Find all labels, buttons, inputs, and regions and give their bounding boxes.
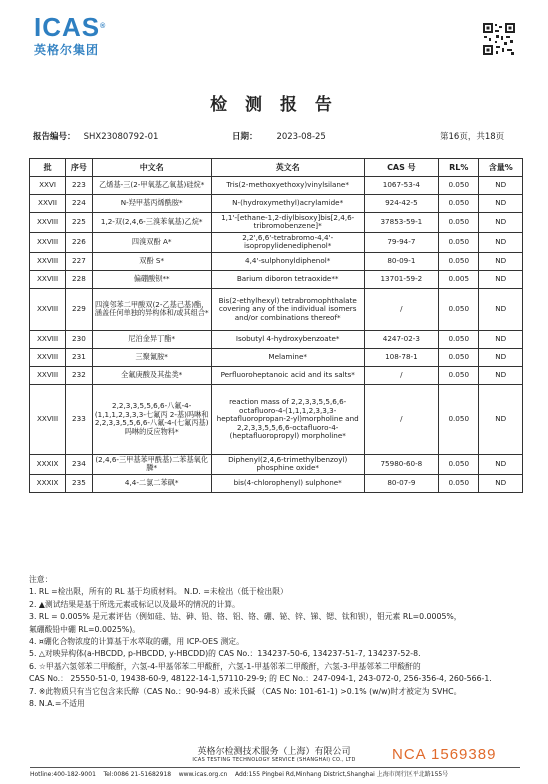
cell-cn: (2,4,6-三甲基苯甲酰基)二苯基氧化膦* [92, 454, 211, 474]
table-row [30, 177, 523, 195]
address: Add:155 Pingbei Rd,Minhang District,Shanghai 上海市闵行区平北路155号 [234, 771, 449, 778]
cell-cas: 924-42-5 [364, 195, 438, 213]
cell-content: ND [479, 270, 523, 288]
cell-batch: XXVIII [30, 330, 66, 348]
cell-batch: XXVII [30, 195, 66, 213]
cell-no: 232 [66, 366, 93, 384]
cell-en: Melamine* [211, 348, 364, 366]
cell-cn: 4,4-二氯二苯砜* [92, 474, 211, 492]
note-line: 2. ▲测试结果是基于所选元素或标记以及最坏的情况的计算。 [29, 599, 240, 609]
cell-batch: XXVI [30, 177, 66, 195]
cell-no: 226 [66, 232, 93, 252]
cell-rl: 0.050 [439, 348, 479, 366]
table-row [30, 252, 523, 270]
cell-en: Barium diboron tetraoxide** [211, 270, 364, 288]
note-line: 3. RL = 0.005% 是元素评估（例如硅、钴、砷、铅、铬、铝、铬、硼、铋、锌、锑、锶、钛和钡），钼元素 RL=0.0005%， [29, 612, 462, 622]
table-row [30, 288, 523, 330]
header-batch: 批 [30, 159, 66, 177]
cell-rl: 0.050 [439, 454, 479, 474]
header-no: 序号 [66, 159, 93, 177]
cell-cas: 108-78-1 [364, 348, 438, 366]
cell-rl: 0.050 [439, 177, 479, 195]
table-row [30, 232, 523, 252]
cell-cn: 尼泊金异丁酯* [92, 330, 211, 348]
cell-cas: 80-09-1 [364, 252, 438, 270]
cell-batch: XXXIX [30, 454, 66, 474]
report-title: 检 测 报 告 [210, 95, 338, 115]
cell-content: ND [479, 288, 523, 330]
cell-en: bis(4-chlorophenyl) sulphone* [211, 474, 364, 492]
table-header-row [30, 159, 523, 177]
cell-no: 234 [66, 454, 93, 474]
cell-rl: 0.050 [439, 195, 479, 213]
cell-en: 1,1'-[ethane-1,2-diylbisoxy]bis[2,4,6-tribromobenzene]* [211, 213, 364, 233]
cell-rl: 0.050 [439, 384, 479, 454]
cell-no: 228 [66, 270, 93, 288]
cell-cas: / [364, 384, 438, 454]
cell-cas: / [364, 366, 438, 384]
website-link[interactable]: www.icas.org.cn [178, 771, 228, 778]
cell-cn: 偏硼酸钡** [92, 270, 211, 288]
table-row [30, 270, 523, 288]
cell-en: 4,4'-sulphonyldiphenol* [211, 252, 364, 270]
note-line: 7. ※此物质只有当它包含来氏醇（CAS No.：90-94-8）或米氏碱 （CAS No: 101-61-1) >0.1% (w/w)时才被定为 SVHC。 [29, 686, 462, 696]
cell-rl: 0.050 [439, 232, 479, 252]
cell-cn: 乙烯基-三(2-甲氧基乙氧基)硅烷* [92, 177, 211, 195]
cell-content: ND [479, 213, 523, 233]
cell-rl: 0.050 [439, 288, 479, 330]
cell-batch: XXXIX [30, 474, 66, 492]
table-row [30, 474, 523, 492]
note-line: 注意： [29, 575, 53, 584]
cell-en: Bis(2-ethylhexyl) tetrabromophthalate covering any of the individual isomers and/or combinations thereof* [211, 288, 364, 330]
hotline: Hotline:400-182-9001 [30, 771, 96, 778]
cell-content: ND [479, 366, 523, 384]
cell-content: ND [479, 252, 523, 270]
cell-en: 2,2',6,6'-tetrabromo-4,4'-isopropylidenediphenol* [211, 232, 364, 252]
cell-batch: XXVIII [30, 384, 66, 454]
table-row [30, 366, 523, 384]
notes-section [29, 574, 529, 710]
cell-en: reaction mass of 2,2,3,3,5,5,6,6-octafluoro-4-(1,1,1,2,3,3,3-heptafluoropropan-2-yl)morpholine and 2,2,3,3,5,5,6,6-octafluoro-4-(heptafluoropropyl) morpholine* [211, 384, 364, 454]
table-row [30, 348, 523, 366]
cell-content: ND [479, 348, 523, 366]
cell-rl: 0.050 [439, 330, 479, 348]
cell-rl: 0.050 [439, 252, 479, 270]
cell-cn: 四溴双酚 A* [92, 232, 211, 252]
header-rl: RL% [439, 159, 479, 177]
cell-content: ND [479, 177, 523, 195]
cell-no: 235 [66, 474, 93, 492]
cell-cas: 1067-53-4 [364, 177, 438, 195]
note-line: 1. RL =检出限，所有的 RL 基于均质材料。 N.D. =未检出（低于检出限） [29, 587, 288, 597]
cell-cn: N-羟甲基丙烯酰胺* [92, 195, 211, 213]
cell-en: Tris(2-methoxyethoxy)vinylsilane* [211, 177, 364, 195]
cell-batch: XXVIII [30, 366, 66, 384]
cell-batch: XXVIII [30, 270, 66, 288]
note-line: 氟硼酸铅中硼 RL=0.0025%)。 [29, 624, 141, 634]
cell-batch: XXVIII [30, 232, 66, 252]
cell-cas: 4247-02-3 [364, 330, 438, 348]
note-line: CAS No.： 25550-51-0, 19438-60-9, 48122-14-1,57110-29-9; 的 EC No.：247-094-1, 243-072-0, 256-356-4, 260-566-1. [29, 674, 492, 684]
cell-content: ND [479, 474, 523, 492]
cell-content: ND [479, 232, 523, 252]
page-indicator: 第16页，共18页 [440, 132, 505, 142]
cell-no: 225 [66, 213, 93, 233]
cell-en: Diphenyl(2,4,6-trimethylbenzoyl) phosphine oxide* [211, 454, 364, 474]
cell-batch: XXVIII [30, 348, 66, 366]
cell-no: 229 [66, 288, 93, 330]
cell-no: 223 [66, 177, 93, 195]
cell-en: Perfluoroheptanoic acid and its salts* [211, 366, 364, 384]
header-cn-name: 中文名 [92, 159, 211, 177]
cell-cn: 三聚氰胺* [92, 348, 211, 366]
cell-cas: 79-94-7 [364, 232, 438, 252]
cell-no: 231 [66, 348, 93, 366]
header-content: 含量% [479, 159, 523, 177]
note-line: 8. N.A.=不适用 [29, 699, 85, 709]
table-row [30, 454, 523, 474]
company-logo [34, 14, 106, 58]
cell-cn: 全氟庚酸及其盐类* [92, 366, 211, 384]
header-en-name: 英文名 [211, 159, 364, 177]
cell-cn: 2,2,3,3,5,5,6,6-八氟-4-(1,1,1,2,3,3,3-七氟丙 2-基)吗啉和 2,2,3,3,5,5,6,6-八氟-4-(七氟丙基)吗啉的反应物料* [92, 384, 211, 454]
header-cas: CAS 号 [364, 159, 438, 177]
cell-cas: 75980-60-8 [364, 454, 438, 474]
cell-rl: 0.050 [439, 213, 479, 233]
table-row [30, 195, 523, 213]
cell-rl: 0.050 [439, 474, 479, 492]
cell-cn: 1,2-双(2,4,6-三溴苯氧基)乙烷* [92, 213, 211, 233]
serial-number: NCA 1569389 [392, 746, 497, 763]
cell-rl: 0.050 [439, 366, 479, 384]
cell-content: ND [479, 384, 523, 454]
cell-content: ND [479, 454, 523, 474]
cell-no: 227 [66, 252, 93, 270]
telephone: Tel:0086 21-51682918 [103, 771, 172, 778]
cell-no: 230 [66, 330, 93, 348]
note-line: 5. △对映异构体(a-HBCDD, p-HBCDD, y-HBCDD)的 CAS No.：134237-50-6, 134237-51-7, 134237-52-8. [29, 649, 421, 659]
note-line: 4. ¤硼化合物浓度的计算基于水萃取的硼，用 ICP-OES 测定。 [29, 637, 244, 647]
cell-en: N-(hydroxymethyl)acrylamide* [211, 195, 364, 213]
table-row [30, 330, 523, 348]
footer-company-cn: 英格尔检测技术服务（上海）有限公司 [197, 747, 351, 757]
cell-content: ND [479, 330, 523, 348]
cell-no: 224 [66, 195, 93, 213]
cell-no: 233 [66, 384, 93, 454]
report-date: 日期： 2023-08-25 [232, 132, 326, 142]
cell-batch: XXVIII [30, 213, 66, 233]
cell-batch: XXVIII [30, 288, 66, 330]
cell-cn: 四溴邻苯二甲酸双(2-乙基己基)酯，涵盖任何单独的异构体和/或其组合* [92, 288, 211, 330]
report-number: 报告编号： SHX23080792-01 [33, 132, 159, 142]
note-line: 6. ☆甲基六氢邻苯二甲酸酐，六氢-4-甲基邻苯二甲酸酐，六氢-1-甲基邻苯二甲酸酐，六氢-3-甲基邻苯二甲酸酐的 [29, 661, 421, 671]
logo-wordmark: ICAS® [34, 12, 107, 42]
contact-bar [30, 767, 520, 778]
logo-subtitle: 英格尔集团 [34, 43, 100, 57]
cell-batch: XXVIII [30, 252, 66, 270]
cell-cas: / [364, 288, 438, 330]
cell-cas: 80-07-9 [364, 474, 438, 492]
footer-company-en: ICAS TESTING TECHNOLOGY SERVICE (SHANGHAI) CO., LTD [192, 757, 356, 763]
results-table [29, 158, 523, 493]
cell-cas: 37853-59-1 [364, 213, 438, 233]
cell-rl: 0.005 [439, 270, 479, 288]
cell-cas: 13701-59-2 [364, 270, 438, 288]
cell-cn: 双酚 S* [92, 252, 211, 270]
cell-en: Isobutyl 4-hydroxybenzoate* [211, 330, 364, 348]
qr-code-icon [482, 22, 516, 56]
table-row [30, 213, 523, 233]
cell-content: ND [479, 195, 523, 213]
table-row [30, 384, 523, 454]
